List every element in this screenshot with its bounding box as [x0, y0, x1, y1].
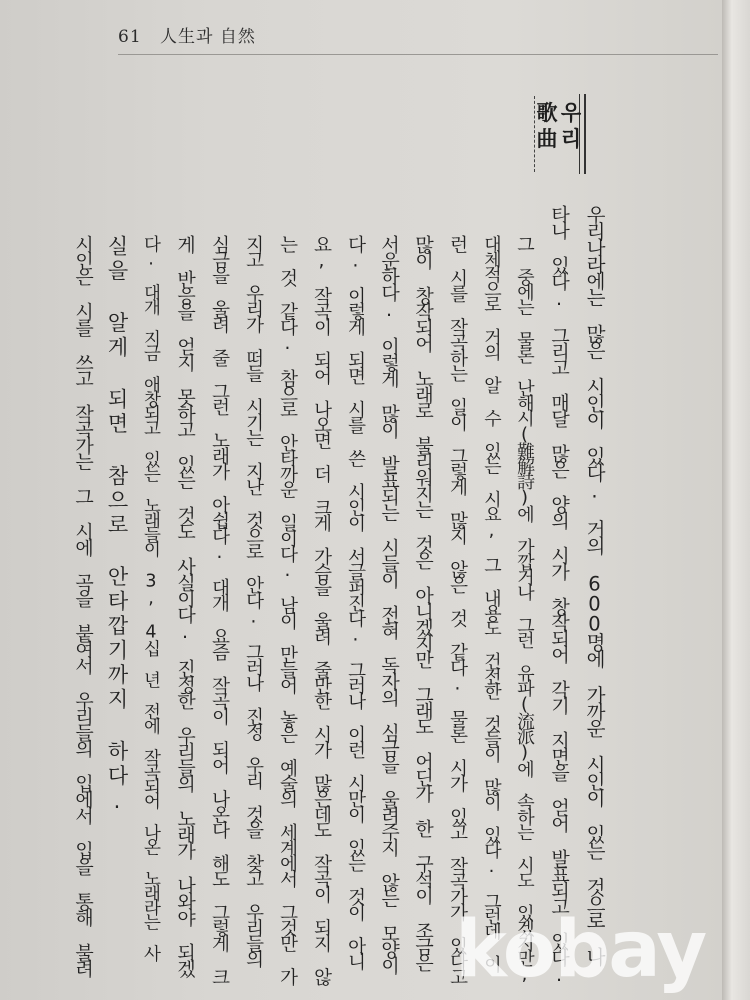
text-column: 다. 대개 지금 애창되고 있는 노래들이 3, 4십 년 전에 작곡되어 나온 노래라는 사 [141, 235, 161, 959]
text-column: 서운하다. 이렇게 많이 발표되는 시들이 전혀 독자의 심금을 울려주지 않는 모양이 [378, 235, 400, 972]
book-title: 人生과 自然 [160, 27, 256, 47]
text-column: 지고 우리가 떠들 시기는 지난 것으로 안다. 그러나 진정 우리 것을 찾고 우리들의 [243, 235, 264, 965]
section-title-hanja: 歌 曲 [536, 101, 558, 151]
page-edge [722, 0, 750, 1000]
text-column: 런 시를 작곡하는 일이 그렇게 많지 않은 것 같다. 물론 시가 있고 작곡가가 있다고 [447, 235, 468, 983]
text-column: 우리나라에는 많은 시인이 있다. 거의 600명에 가까운 시인이 있는 것으로 나 [583, 205, 606, 964]
text-column: 그 중에는 물론 난해시(難解詩)에 가깝거나 그런 유파(流派)에 속하는 시도 있겠지만, [514, 235, 535, 982]
text-column: 게 반응을 얻지 못하고 있는 것도 사실이다. 진정한 우리들의 노래가 나와야 되겠 [174, 235, 196, 975]
text-column: 많이 창작되어 노래로 불리워지는 것은 아니겠지만 그래도 어딘가 한 구석이 조금은 [412, 235, 434, 969]
watermark: kobay [455, 905, 706, 995]
text-column: 실을 알게 되면 참으로 안타깝기까지 하다. [105, 235, 129, 817]
text-column: 대체적으로 거의 알 수 있는 시요, 그 내용도 건전한 것들이 많이 있다. 그런데 이 [481, 235, 502, 970]
text-column: 다. 이렇게 되면 시를 쓴 시인이 서글퍼진다. 그러나 이런 시만이 있는 것이 아니 [345, 235, 366, 968]
text-column: 심금을 울려 줄 그런 노래가 아쉽다. 대개 요즘 작곡이 되어 나온다 해도 그렇게 크 [209, 235, 230, 983]
text-column: 타나 있다. 그리고 매달 많은 양의 시가 창작되어 각기 지면을 얻어 발표되고 있다. [548, 205, 570, 983]
header-divider [118, 54, 718, 55]
text-column: 요, 작곡이 되어 나오면 더 크게 가슴을 울려 줄만한 시가 많은데도 작곡이 되지 않 [311, 235, 332, 983]
section-title [536, 92, 588, 178]
text-column: 시인은 시를 쓰고 작곡가는 그 시에 곡을 붙여서 우리들의 입에서 입을 통해 불려 [72, 235, 94, 975]
running-header [118, 22, 268, 48]
section-title-hangul: 우 리 [560, 101, 582, 151]
page-number: 61 [118, 27, 142, 47]
text-column: 는 것 같다. 참으로 안타까운 일이다. 남이 만들어 놓은 예술의 세계에서 그것만 가 [277, 235, 298, 983]
